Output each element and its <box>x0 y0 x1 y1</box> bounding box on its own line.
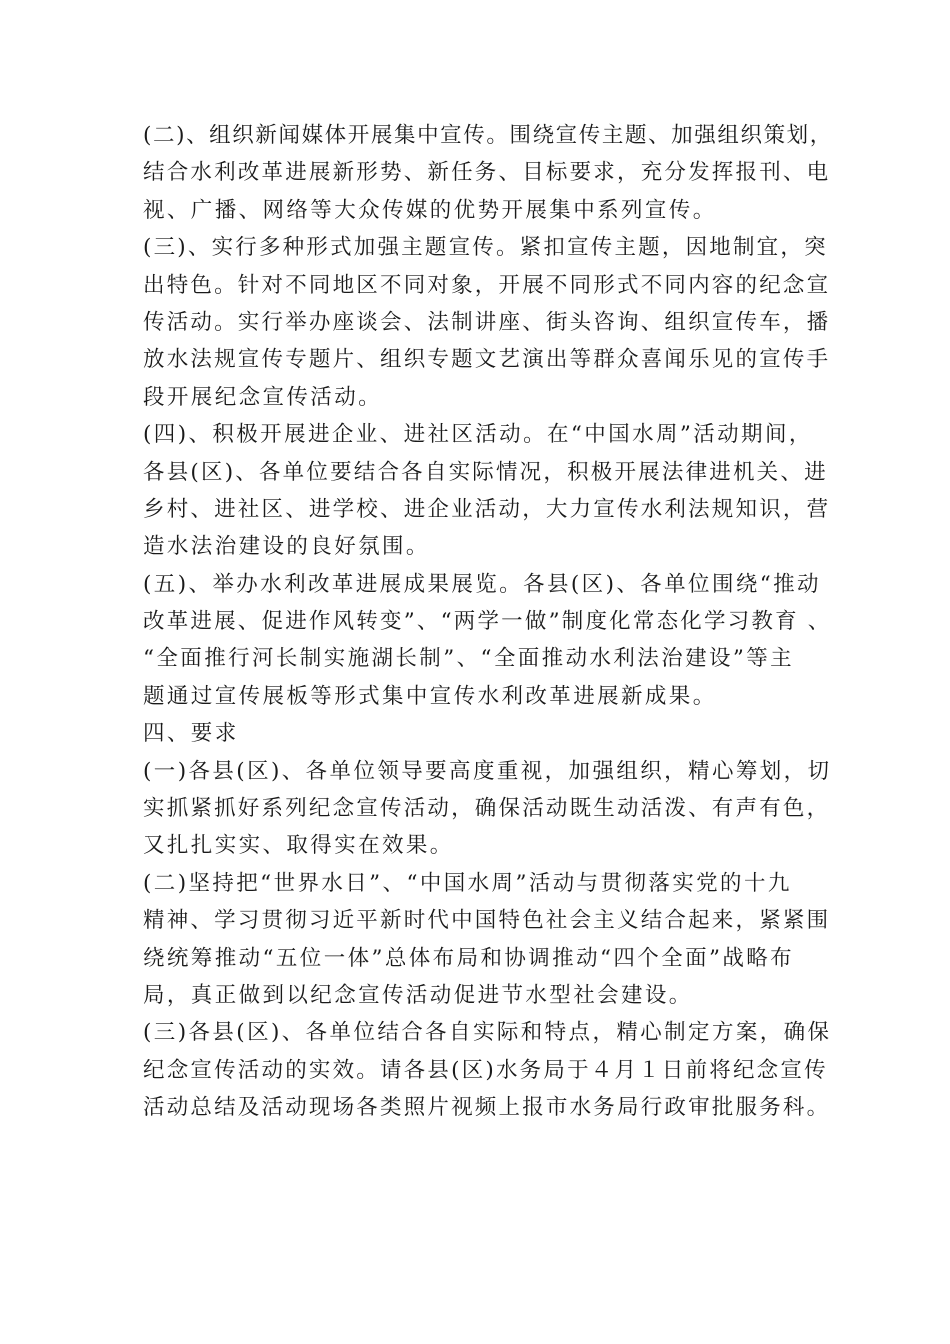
text-line: 各县(区)、各单位要结合各自实际情况，积极开展法律进机关、进 <box>143 459 828 485</box>
text-line: (四)、积极开展进企业、进社区活动。在“中国水周”活动期间， <box>143 422 813 448</box>
text-line: (三)、实行多种形式加强主题宣传。紧扣宣传主题，因地制宜，突 <box>143 235 828 261</box>
text-line: 乡村、进社区、进学校、进企业活动，大力宣传水利法规知识，营 <box>143 496 831 522</box>
text-line: “全面推行河长制实施湖长制”、“全面推动水利法治建设”等主 <box>143 646 795 672</box>
heading-text: 四、要求 <box>143 721 239 747</box>
text-line: 出特色。针对不同地区不同对象，开展不同形式不同内容的纪念宣 <box>143 272 831 298</box>
text-line: 局，真正做到以纪念宣传活动促进节水型社会建设。 <box>143 982 693 1008</box>
text-line: 实抓紧抓好系列纪念宣传活动，确保活动既生动活泼、有声有色， <box>143 796 831 822</box>
text-line: 绕统筹推动“五位一体”总体布局和协调推动“四个全面”战略布 <box>143 945 795 971</box>
document-body <box>143 117 833 1127</box>
paragraph-requirement-2 <box>143 865 833 1015</box>
text-line: (三)各县(区)、各单位结合各自实际和特点，精心制定方案，确保 <box>143 1020 832 1046</box>
text-line: 段开展纪念宣传活动。 <box>143 384 383 410</box>
text-line: 又扎扎实实、取得实在效果。 <box>143 833 454 859</box>
text-line: 传活动。实行举办座谈会、法制讲座、街头咨询、组织宣传车，播 <box>143 309 831 335</box>
text-line: 放水法规宣传专题片、组织专题文艺演出等群众喜闻乐见的宣传手 <box>143 347 831 373</box>
text-line: 精神、学习贯彻习近平新时代中国特色社会主义结合起来，紧紧围 <box>143 908 831 934</box>
text-line: 视、广播、网络等大众传媒的优势开展集中系列宣传。 <box>143 197 717 223</box>
text-line: (一)各县(区)、各单位领导要高度重视，加强组织，精心筹划，切 <box>143 758 832 784</box>
text-line: 纪念宣传活动的实效。请各县(区)水务局于４月１日前将纪念宣传 <box>143 1057 828 1083</box>
paragraph-section-3 <box>143 229 833 416</box>
text-line: (五)、举办水利改革进展成果展览。各县(区)、各单位围绕“推动 <box>143 571 821 597</box>
text-line: 题通过宣传展板等形式集中宣传水利改革进展新成果。 <box>143 683 717 709</box>
paragraph-section-4 <box>143 416 833 566</box>
paragraph-requirement-3 <box>143 1014 833 1126</box>
text-line: (二)、组织新闻媒体开展集中宣传。围绕宣传主题、加强组织策划， <box>143 123 833 148</box>
paragraph-requirement-1 <box>143 753 833 865</box>
paragraph-section-2 <box>143 117 833 229</box>
text-line: (二)坚持把“世界水日”、“中国水周”活动与贯彻落实党的十九 <box>143 870 792 896</box>
text-line: 改革进展、促进作风转变”、“两学一做”制度化常态化学习教育 、 <box>143 609 832 635</box>
section-heading-requirements <box>143 715 833 752</box>
text-line: 结合水利改革进展新形势、新任务、目标要求，充分发挥报刊、电 <box>143 160 831 186</box>
text-line: 造水法治建设的良好氛围。 <box>143 534 430 560</box>
paragraph-section-5 <box>143 566 833 716</box>
text-line: 活动总结及活动现场各类照片视频上报市水务局行政审批服务科。 <box>143 1095 831 1121</box>
